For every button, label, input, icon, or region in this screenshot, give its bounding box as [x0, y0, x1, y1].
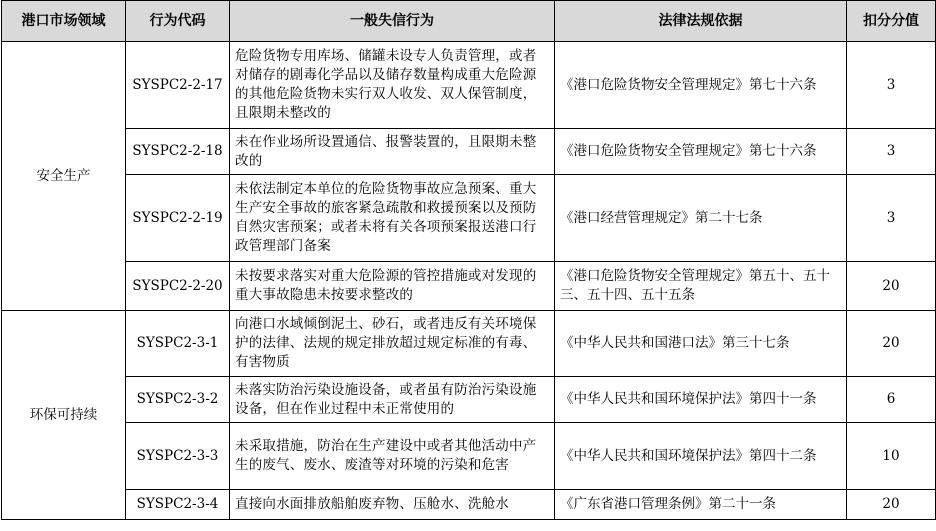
legal-basis-cell: 《港口经营管理规定》第二十七条 [555, 175, 847, 262]
legal-basis-cell: 《中华人民共和国环境保护法》第四十二条 [555, 423, 847, 490]
behavior-code-cell: SYSPC2-2-19 [126, 175, 230, 262]
legal-basis-cell: 《中华人民共和国环境保护法》第四十一条 [555, 377, 847, 423]
behavior-code-cell: SYSPC2-3-3 [126, 423, 230, 490]
table-row [2, 175, 936, 262]
header-behavior-code: 行为代码 [126, 1, 230, 42]
behavior-code-cell: SYSPC2-3-1 [126, 311, 230, 377]
behavior-code-cell: SYSPC2-2-20 [126, 262, 230, 311]
score-cell: 6 [847, 377, 936, 423]
legal-basis-cell: 《港口危险货物安全管理规定》第七十六条 [555, 42, 847, 129]
table-row [2, 490, 936, 520]
legal-basis-cell: 《港口危险货物安全管理规定》第五十、五十三、五十四、五十五条 [555, 262, 847, 311]
behavior-cell: 未按要求落实对重大危险源的管控措施或对发现的重大事故隐患未按要求整改的 [230, 262, 555, 311]
score-cell: 20 [847, 311, 936, 377]
market-field-cell: 环保可持续 [2, 311, 126, 520]
behavior-cell: 未在作业场所设置通信、报警装置的，且限期未整改的 [230, 129, 555, 175]
legal-basis-cell: 《中华人民共和国港口法》第三十七条 [555, 311, 847, 377]
behavior-cell: 未落实防治污染设施设备，或者虽有防治污染设施设备，但在作业过程中未正常使用的 [230, 377, 555, 423]
behavior-code-cell: SYSPC2-2-18 [126, 129, 230, 175]
behavior-cell: 危险货物专用库场、储罐未设专人负责管理，或者对储存的剧毒化学品以及储存数量构成重大危险源的其他危险货物未实行双人收发、双人保管制度，且限期未整改的 [230, 42, 555, 129]
behavior-cell: 直接向水面排放船舶废弃物、压舱水、洗舱水 [230, 490, 555, 520]
score-cell: 20 [847, 490, 936, 520]
score-cell: 10 [847, 423, 936, 490]
header-legal-basis: 法律法规依据 [555, 1, 847, 42]
table-row [2, 129, 936, 175]
market-field-cell: 安全生产 [2, 42, 126, 311]
table-row [2, 377, 936, 423]
behavior-code-cell: SYSPC2-3-4 [126, 490, 230, 520]
table-row [2, 423, 936, 490]
table-row [2, 42, 936, 129]
behavior-cell: 未采取措施，防治在生产建设中或者其他活动中产生的废气、废水、废渣等对环境的污染和危害 [230, 423, 555, 490]
header-market-field: 港口市场领域 [2, 1, 126, 42]
behavior-cell: 未依法制定本单位的危险货物事故应急预案、重大生产安全事故的旅客紧急疏散和救援预案以及预防自然灾害预案；或者未将有关各项预案报送港口行政管理部门备案 [230, 175, 555, 262]
table-row [2, 262, 936, 311]
table-row [2, 311, 936, 377]
score-cell: 3 [847, 42, 936, 129]
behavior-code-cell: SYSPC2-2-17 [126, 42, 230, 129]
table-header-row [2, 1, 936, 42]
legal-basis-cell: 《港口危险货物安全管理规定》第七十六条 [555, 129, 847, 175]
score-cell: 20 [847, 262, 936, 311]
behavior-cell: 向港口水域倾倒泥土、砂石，或者违反有关环境保护的法律、法规的规定排放超过规定标准的有毒、有害物质 [230, 311, 555, 377]
legal-basis-cell: 《广东省港口管理条例》第二十一条 [555, 490, 847, 520]
header-score: 扣分分值 [847, 1, 936, 42]
score-cell: 3 [847, 175, 936, 262]
score-cell: 3 [847, 129, 936, 175]
behavior-code-cell: SYSPC2-3-2 [126, 377, 230, 423]
credit-behavior-table [1, 0, 936, 520]
header-dishonest-behavior: 一般失信行为 [230, 1, 555, 42]
